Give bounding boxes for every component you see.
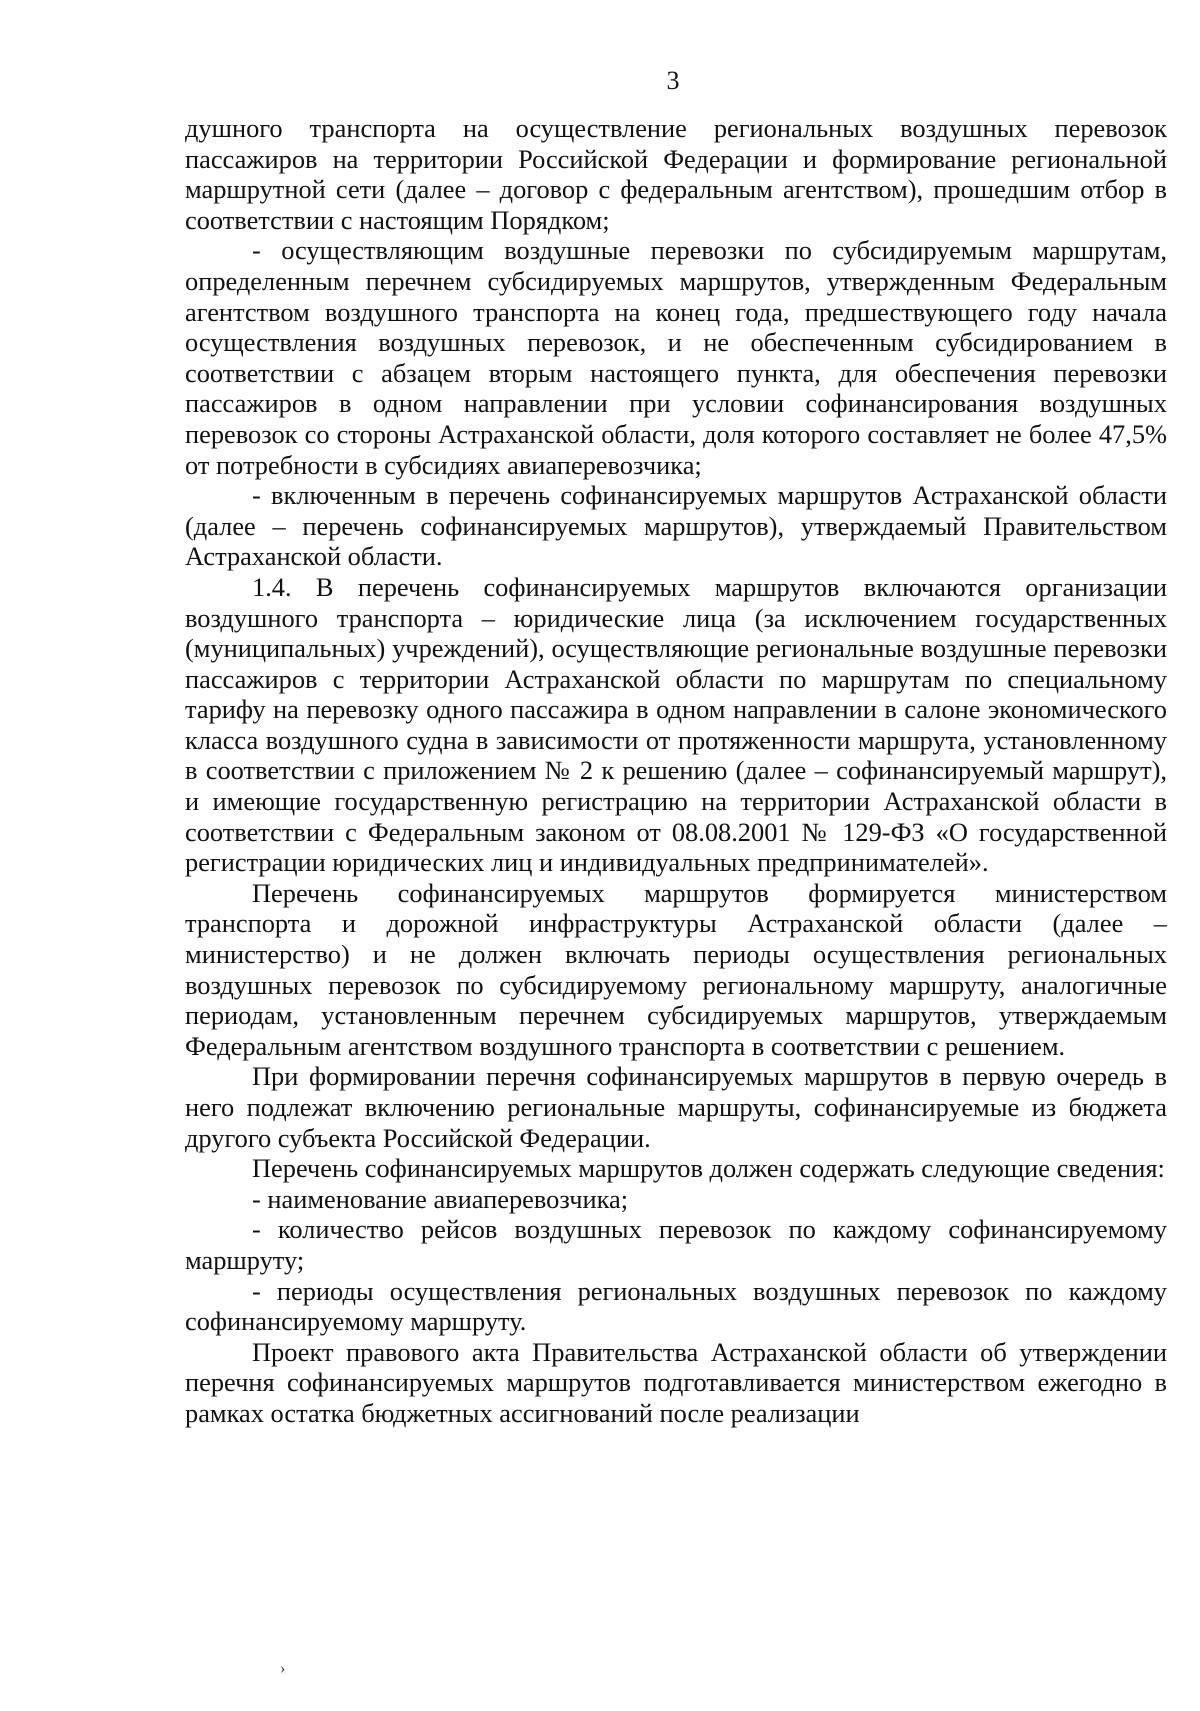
paragraph-priority-inclusion: При формировании перечня софинансируемых маршрутов в первую очередь в него подлежат включению региональные маршруты, софинансируемые из бюджета другого субъекта Российской Федерации.: [185, 1061, 1167, 1153]
paragraph-item-periods: - периоды осуществления региональных воздушных перевозок по каждому софинансируемому маршруту.: [185, 1275, 1167, 1337]
paragraph-list-formation: Перечень софинансируемых маршрутов формируется министерством транспорта и дорожной инфраструктуры Астраханской области (далее – министерство) и не должен включать периоды осуществления региональных воздушных перевозок по субсидируемому региональному маршруту, аналогичные периодам, установленным перечнем субсидируемых маршрутов, утверждаемым Федеральным агентством воздушного транспорта в соответствии с решением.: [185, 877, 1167, 1061]
paragraph-list-item-cofinanced-list: - включенным в перечень софинансируемых маршрутов Астраханской области (далее – перечень софинансируемых маршрутов), утверждаемый Правительством Астраханской области.: [185, 480, 1167, 572]
paragraph-draft-act: Проект правового акта Правительства Астраханской области об утверждении перечня софинансируемых маршрутов подготавливается министерством ежегодно в рамках остатка бюджетных ассигнований после реализации: [185, 1336, 1167, 1428]
paragraph-list-item-subsidized-routes: - осуществляющим воздушные перевозки по субсидируемым маршрутам, определенным перечнем субсидируемых маршрутов, утвержденным Федеральным агентством воздушного транспорта на конец года, предшествующего году начала осуществления воздушных перевозок, и не обеспеченным субсидированием в соответствии с абзацем вторым настоящего пункта, для обеспечения перевозки пассажиров в одном направлении при условии софинансирования воздушных перевозок со стороны Астраханской области, доля которого составляет не более 47,5% от потребности в субсидиях авиаперевозчика;: [185, 235, 1167, 480]
paragraph-continuation: душного транспорта на осуществление региональных воздушных перевозок пассажиров на территории Российской Федерации и формирование региональной маршрутной сети (далее – договор с федеральным агентством), прошедшим отбор в соответствии с настоящим Порядком;: [185, 113, 1167, 235]
paragraph-section-1-4: 1.4. В перечень софинансируемых маршрутов включаются организации воздушного транспорта – юридические лица (за исключением государственных (муниципальных) учреждений), осуществляющие региональные воздушные перевозки пассажиров с территории Астраханской области по маршрутам по специальному тарифу на перевозку одного пассажира в одном направлении в салоне экономического класса воздушного судна в зависимости от протяженности маршрута, установленному в соответствии с приложением № 2 к решению (далее – софинансируемый маршрут), и имеющие государственную регистрацию на территории Астраханской области в соответствии с Федеральным законом от 08.08.2001 № 129-ФЗ «О государственной регистрации юридических лиц и индивидуальных предпринимателей».: [185, 571, 1167, 878]
paragraph-item-flight-count: - количество рейсов воздушных перевозок по каждому софинансируемому маршруту;: [185, 1214, 1167, 1275]
document-body: [185, 113, 1167, 1429]
paragraph-item-carrier-name: - наименование авиаперевозчика;: [252, 1183, 629, 1214]
scan-artifact-mark: ›: [280, 1660, 286, 1677]
paragraph-list-contents: Перечень софинансируемых маршрутов должен содержать следующие сведения:: [252, 1153, 1165, 1184]
page-number: 3: [666, 66, 680, 95]
